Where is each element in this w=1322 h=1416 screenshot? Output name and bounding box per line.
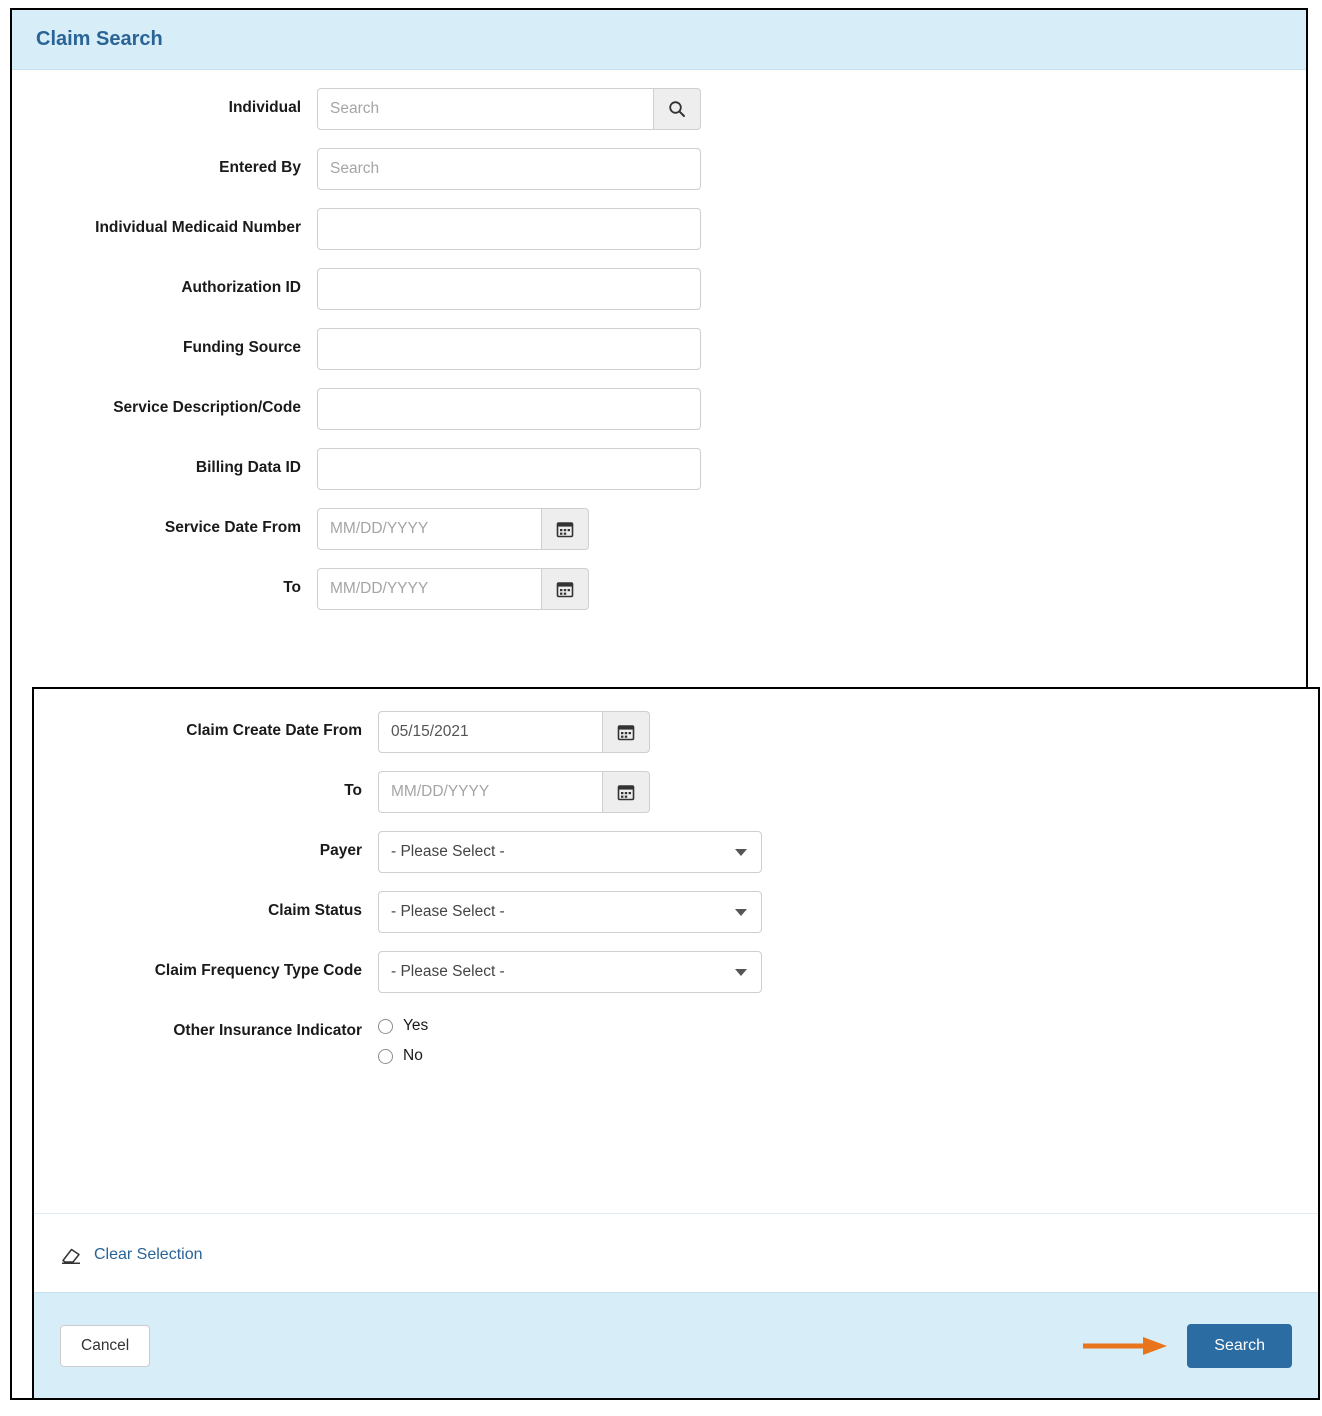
footer-right-group (1081, 1324, 1292, 1368)
label-claim-frequency-type-code: Claim Frequency Type Code (154, 962, 362, 979)
control-service-description-code (317, 388, 701, 430)
calendar-icon[interactable] (541, 508, 589, 550)
field-row-other-insurance-indicator (34, 1011, 1318, 1077)
radio-yes-label: Yes (403, 1017, 429, 1034)
calendar-icon[interactable] (602, 711, 650, 753)
field-row-billing-data-id (12, 448, 1306, 490)
field-row-claim-frequency-type-code (34, 951, 1318, 993)
radio-no-icon[interactable] (378, 1049, 393, 1064)
control-claim-create-date-from (378, 711, 650, 753)
control-funding-source (317, 328, 701, 370)
label-funding-source: Funding Source (183, 339, 301, 356)
radio-no-label: No (403, 1047, 423, 1064)
label-claim-create-date-to: To (344, 782, 362, 799)
control-billing-data-id (317, 448, 701, 490)
clear-selection-label: Clear Selection (94, 1245, 203, 1263)
arrow-right-annotation (1081, 1335, 1169, 1357)
label-claim-create-date-from: Claim Create Date From (186, 722, 362, 739)
authorization-id-input[interactable] (317, 268, 701, 310)
control-individual-medicaid-number (317, 208, 701, 250)
claim-create-date-from-input[interactable] (378, 711, 602, 753)
field-row-service-date-to (12, 568, 1306, 610)
payer-select[interactable] (378, 831, 762, 873)
entered-by-input[interactable] (317, 148, 701, 190)
claim-frequency-type-code-select[interactable] (378, 951, 762, 993)
search-icon[interactable] (653, 88, 701, 130)
funding-source-input[interactable] (317, 328, 701, 370)
control-service-date-to (317, 568, 589, 610)
chevron-down-icon (735, 849, 747, 856)
control-entered-by (317, 148, 701, 190)
clear-selection-bar (34, 1213, 1318, 1295)
field-row-claim-create-date-from (34, 711, 1318, 753)
secondary-panel-body (34, 689, 1318, 1077)
label-billing-data-id: Billing Data ID (195, 459, 301, 476)
label-service-date-from: Service Date From (164, 519, 301, 536)
label-service-description-code: Service Description/Code (113, 399, 301, 416)
service-date-to-input[interactable] (317, 568, 541, 610)
control-claim-create-date-to (378, 771, 650, 813)
field-row-individual (12, 88, 1306, 130)
claim-create-date-to-input[interactable] (378, 771, 602, 813)
clear-selection-button[interactable] (60, 1245, 203, 1265)
field-row-payer (34, 831, 1318, 873)
individual-input[interactable] (317, 88, 653, 130)
label-entered-by: Entered By (219, 159, 301, 176)
eraser-icon (60, 1245, 82, 1265)
dialog-body (12, 70, 1306, 610)
label-authorization-id: Authorization ID (181, 279, 301, 296)
dialog-header (12, 10, 1306, 70)
radio-option-yes[interactable] (378, 1017, 428, 1035)
field-row-service-date-from (12, 508, 1306, 550)
cancel-button[interactable]: Cancel (60, 1325, 150, 1367)
field-row-funding-source (12, 328, 1306, 370)
service-date-from-input[interactable] (317, 508, 541, 550)
control-authorization-id (317, 268, 701, 310)
field-row-entered-by (12, 148, 1306, 190)
payer-select-value: - Please Select - (391, 843, 505, 860)
field-row-claim-status (34, 891, 1318, 933)
dialog-footer (34, 1292, 1318, 1398)
label-individual: Individual (228, 99, 301, 116)
field-row-service-description-code (12, 388, 1306, 430)
calendar-icon[interactable] (541, 568, 589, 610)
search-button[interactable]: Search (1187, 1324, 1292, 1368)
label-payer: Payer (319, 842, 362, 859)
claim-search-secondary-panel (32, 687, 1320, 1400)
radio-yes-icon[interactable] (378, 1019, 393, 1034)
control-individual (317, 88, 701, 130)
claim-status-select[interactable] (378, 891, 762, 933)
label-other-insurance-indicator: Other Insurance Indicator (173, 1022, 362, 1039)
field-row-claim-create-date-to (34, 771, 1318, 813)
chevron-down-icon (735, 909, 747, 916)
other-insurance-radio-group (378, 1011, 428, 1077)
field-row-authorization-id (12, 268, 1306, 310)
label-claim-status: Claim Status (268, 902, 362, 919)
claim-frequency-type-code-select-value: - Please Select - (391, 963, 505, 980)
radio-option-no[interactable] (378, 1047, 428, 1065)
label-individual-medicaid-number: Individual Medicaid Number (95, 219, 301, 236)
field-row-individual-medicaid-number (12, 208, 1306, 250)
calendar-icon[interactable] (602, 771, 650, 813)
individual-medicaid-number-input[interactable] (317, 208, 701, 250)
chevron-down-icon (735, 969, 747, 976)
label-service-date-to: To (283, 579, 301, 596)
control-service-date-from (317, 508, 589, 550)
billing-data-id-input[interactable] (317, 448, 701, 490)
claim-status-select-value: - Please Select - (391, 903, 505, 920)
service-description-code-input[interactable] (317, 388, 701, 430)
page-title: Claim Search (36, 28, 163, 50)
